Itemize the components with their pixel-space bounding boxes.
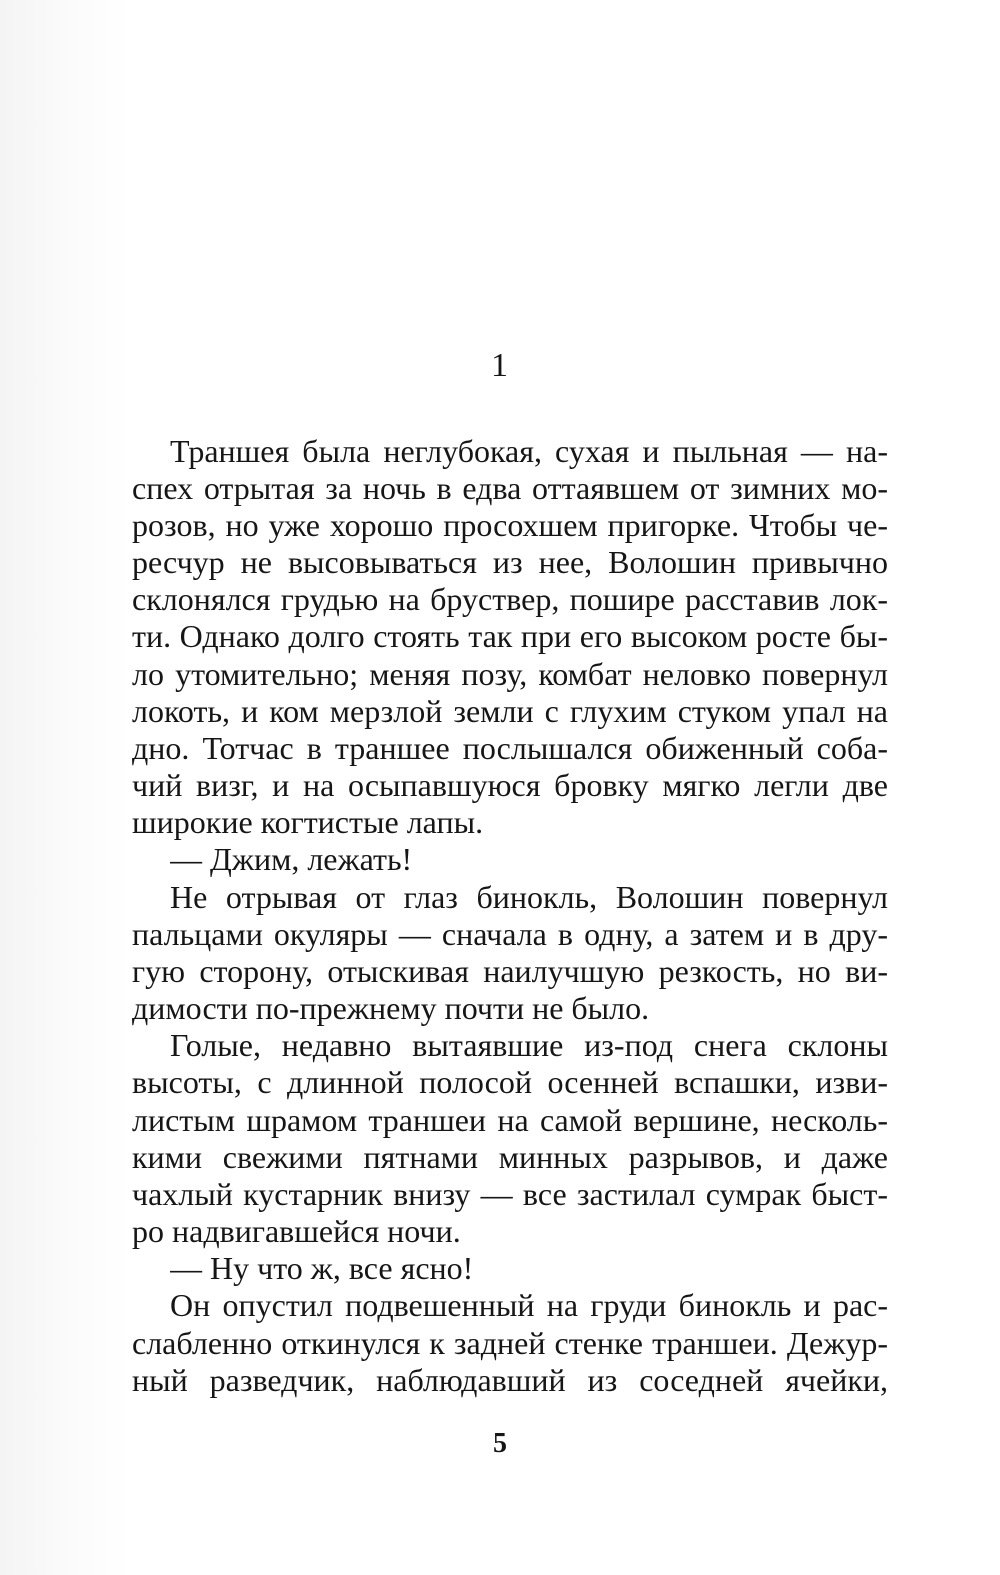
text-line: ресчур не высовываться из нее, Волошин привычно — [132, 544, 888, 580]
text-line: ро надвигавшейся ночи. — [132, 1213, 461, 1249]
text-line: чий визг, и на осыпавшуюся бровку мягко легли две — [132, 767, 888, 803]
text-line: дно. Тотчас в траншее послышался обиженный соба- — [132, 730, 888, 766]
text-line: слабленно откинулся к задней стенке траншеи. Дежур- — [132, 1325, 888, 1361]
text-line: пальцами окуляры — сначала в одну, а затем и в дру- — [132, 916, 888, 952]
text-line: локоть, и ком мерзлой земли с глухим стуком упал на — [132, 693, 888, 729]
chapter-number: 1 — [491, 347, 509, 384]
text-line: спех отрытая за ночь в едва оттаявшем от зимних мо- — [132, 470, 888, 506]
page-number: 5 — [493, 1428, 507, 1459]
text-line: димости по-прежнему почти не было. — [132, 990, 650, 1026]
text-line: Не отрывая от глаз бинокль, Волошин повернул — [170, 879, 888, 915]
text-line: Он опустил подвешенный на груди бинокль и рас- — [170, 1287, 888, 1323]
text-line: высоты, с длинной полосой осенней вспашки, изви- — [132, 1064, 888, 1100]
text-line: кими свежими пятнами минных разрывов, и даже — [132, 1139, 888, 1175]
text-line: ти. Однако долго стоять так при его высоком росте бы- — [132, 618, 888, 654]
text-line: чахлый кустарник внизу — все застилал сумрак быст- — [132, 1176, 888, 1212]
text-line: розов, но уже хорошо просохшем пригорке. Чтобы че- — [132, 507, 888, 543]
text-line: ный разведчик, наблюдавший из соседней ячейки, — [132, 1362, 888, 1398]
text-line: гую сторону, отыскивая наилучшую резкость, но ви- — [132, 953, 888, 989]
page-gutter-shade — [0, 0, 130, 1575]
text-line: — Джим, лежать! — [170, 841, 413, 877]
text-line: Голые, недавно вытаявшие из-под снега склоны — [170, 1027, 888, 1063]
text-line: склонялся грудью на бруствер, пошире расставив лок- — [132, 581, 888, 617]
text-line: листым шрамом траншеи на самой вершине, несколь- — [132, 1102, 888, 1138]
text-line: ло утомительно; меняя позу, комбат неловко повернул — [132, 656, 888, 692]
text-line: Траншея была неглубокая, сухая и пыльная — на- — [170, 433, 888, 469]
text-line: широкие когтистые лапы. — [132, 804, 484, 840]
text-line: — Ну что ж, все ясно! — [170, 1250, 474, 1286]
